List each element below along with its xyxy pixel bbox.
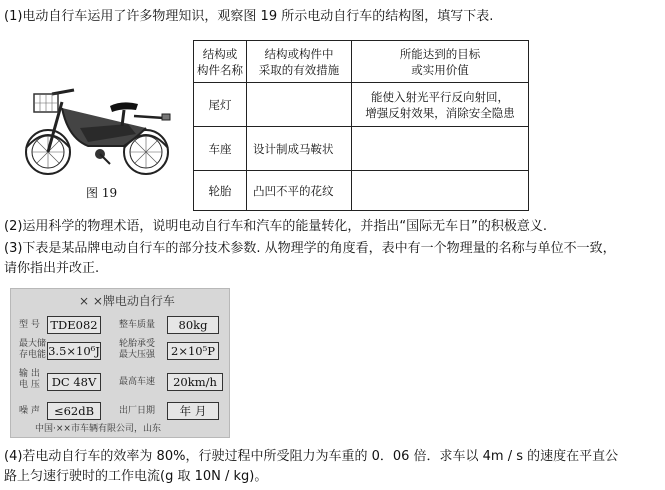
plate-value-model: TDE082 [47,316,101,334]
plate-value-energy: 3.5×10⁶J [48,344,100,358]
plate-footer: 中国·××市车辆有限公司，山东 [35,424,161,434]
plate-label: 输 出 [19,369,40,379]
plate-label: 最高车速 [119,377,156,387]
question-3-line-1: (3)下表是某品牌电动自行车的部分技术参数. 从物理学的角度看，表中有一个物理量的名称与单位不一致， [4,241,616,256]
electric-bicycle-figure [18,68,178,182]
row-value-blank[interactable] [352,171,529,211]
plate-value-pressure: 2×10⁵P [167,342,219,360]
plate-label: 整车质量 [119,320,156,330]
plate-label: 电 压 [19,380,40,390]
table-row [194,127,529,171]
plate-label: 轮胎承受 [119,339,156,349]
plate-label: 最大储 [19,339,47,349]
question-2-text: (2)运用科学的物理术语，说明电动自行车和汽车的能量转化，并指出“国际无车日”的积极意义. [4,219,548,234]
row-name: 车座 [208,141,232,156]
question-4-line-2: 路上匀速行驶时的工作电流(g 取 10N / kg)。 [4,469,268,484]
plate-label: 出厂日期 [119,406,156,416]
row-value-blank[interactable] [352,127,529,171]
plate-value-speed: 20km/h [167,373,223,391]
plate-label: 最大压强 [119,350,156,360]
table-row [194,83,529,127]
plate-value-date: 年 月 [167,402,219,420]
row-measure: 设计制成马鞍状 [253,141,334,156]
spec-plate [10,288,230,438]
figure-caption: 图 19 [86,186,118,200]
question-4-line-1: (4)若电动自行车的效率为 80%，行驶过程中所受阻力为车重的 0．06 倍．求车以 4m / s 的速度在平直公 [4,449,619,464]
plate-value-noise: ≤62dB [47,402,101,420]
row-measure-blank[interactable] [247,83,352,127]
header-value: 所能达到的目标 或实用价值 [352,41,529,83]
row-name: 轮胎 [208,183,232,198]
table-row [194,171,529,211]
row-measure: 凸凹不平的花纹 [253,183,334,198]
question-1-text: (1)电动自行车运用了许多物理知识，观察图 19 所示电动自行车的结构图，填写下表. [4,9,494,24]
plate-label: 型 号 [19,320,40,330]
row-name: 尾灯 [208,97,232,112]
header-measure: 结构或构件中 采取的有效措施 [247,41,352,83]
row-value-line: 能使入射光平行反向射回， [371,89,509,104]
plate-value-voltage: DC 48V [47,373,101,391]
question-3-line-2: 请你指出并改正. [4,261,100,276]
structure-table [193,40,529,211]
row-value-line: 增强反射效果，消除安全隐患 [365,105,515,120]
plate-title: × ×牌电动自行车 [79,294,175,308]
plate-label: 存电能 [19,350,47,360]
plate-label: 噪 声 [19,406,40,416]
plate-value-mass: 80kg [167,316,219,334]
table-header-row [194,41,529,83]
header-name: 结构或 构件名称 [194,41,247,83]
